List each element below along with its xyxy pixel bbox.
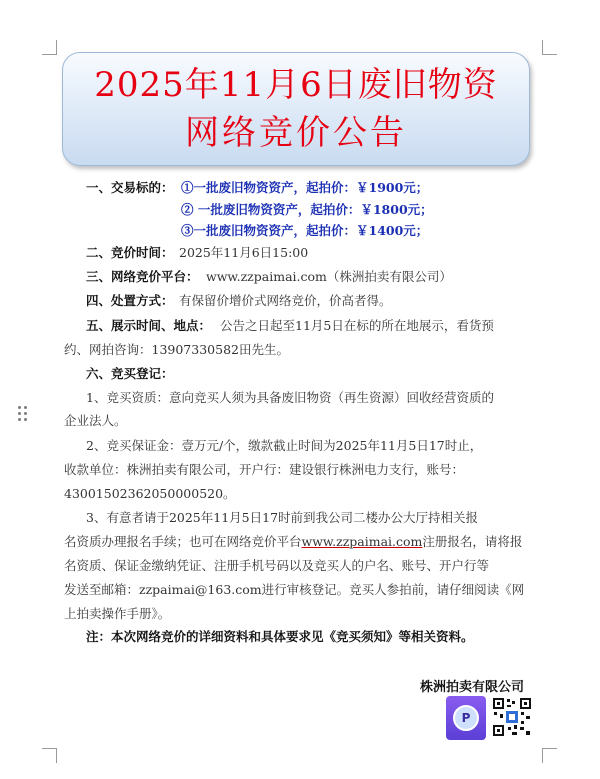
p3-line-4: 发送至邮箱：zzpaimai@163.com进行审核登记。竞买人参拍前，请仔细阅读《网 [64,582,525,597]
section2-label: 二、竞价时间： [86,245,174,260]
section5-label: 五、展示时间、地点： [86,318,212,333]
p3-line-2-b: 注册报名，请将报 [422,534,523,549]
margin-corner-mark [542,40,557,55]
exhibit-line-2: 约、网拍咨询：13907330582田先生。 [64,342,289,357]
title-line-2: 网络竞价公告 [185,113,407,153]
exhibit-line-1: 公告之日起至11月5日在标的所在地展示，看货预 [220,318,494,333]
p3-line-2-a: 名资质办理报名手续；也可在网络竞价平台 [64,534,302,549]
disposal-method: 有保留价增价式网络竞价，价高者得。 [179,293,392,308]
section1-label: 一、交易标的： [86,180,174,195]
section3-label: 三、网络竞价平台： [86,269,199,284]
p3-line-3: 名资质、保证金缴纳凭证、注册手机号码以及竞买人的户名、账号、开户行等 [64,558,490,573]
item-1: ①一批废旧物资资产，起拍价：￥1900元； [181,180,429,195]
company-name: 株洲拍卖有限公司 [420,680,525,695]
p2-line-2: 收款单位：株洲拍卖有限公司，开户行：建设银行株洲电力支行，账号： [64,462,465,477]
section6-label: 六、竞买登记： [86,366,174,381]
p1-line-1: 1、竞买资质：意向竞买人须为具备废旧物资（再生资源）回收经营资质的 [86,390,494,405]
section4-label: 四、处置方式： [86,293,174,308]
p2-line-3: 43001502362050000520。 [64,486,236,501]
p2-line-1: 2、竞买保证金：壹万元/个，缴款截止时间为2025年11月5日17时止， [86,438,483,453]
p3-line-1: 3、有意者请于2025年11月5日17时前到我公司二楼办公大厅持相关报 [86,510,479,525]
note: 注：本次网络竞价的详细资料和具体要求见《竞买须知》等相关资料。 [86,629,474,644]
p1-line-2: 企业法人。 [64,413,127,428]
drag-handle-icon[interactable] [16,404,30,424]
logo-mark: P [453,705,479,731]
margin-corner-mark [42,748,57,763]
platform-link[interactable]: www.zzpaimai.com [301,534,423,549]
p3-line-2 [64,533,522,551]
platform-value: www.zzpaimai.com（株洲拍卖有限公司） [206,269,452,284]
bid-time: 2025年11月6日15:00 [179,245,309,260]
company-logo [446,696,486,740]
title-line-1: 2025年11月6日废旧物资 [94,65,498,105]
margin-corner-mark [42,40,57,55]
margin-corner-mark [542,748,557,763]
item-2: ② 一批废旧物资资产，起拍价：￥1800元； [181,202,433,217]
qr-code-icon [492,697,532,737]
title-banner [62,52,530,166]
item-3: ③一批废旧物资资产，起拍价：￥1400元； [181,223,429,238]
p3-line-5: 上拍卖操作手册》。 [64,606,171,621]
